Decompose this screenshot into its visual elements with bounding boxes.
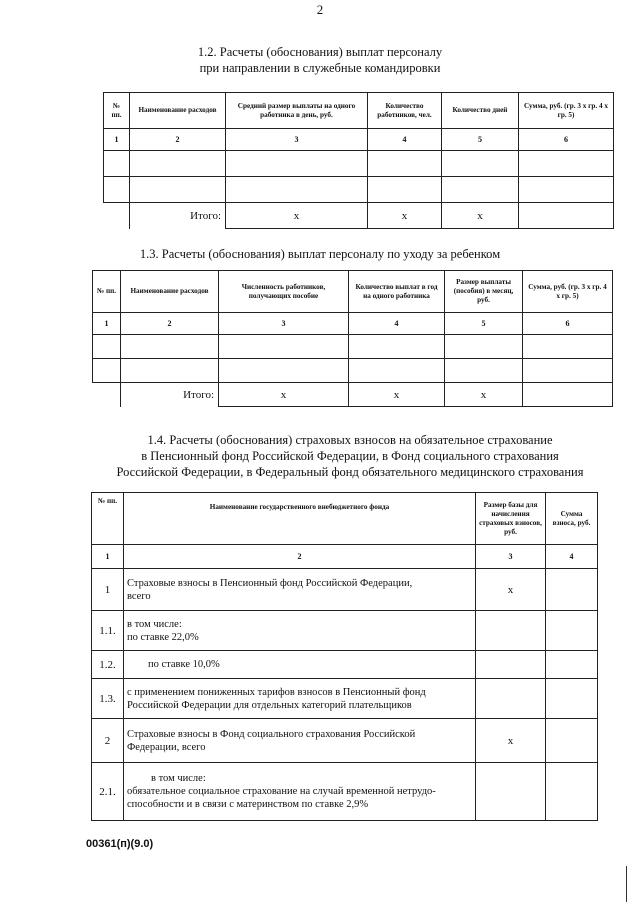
- t14-header-base: Размер базы для начисления страховых взносов, руб.: [476, 493, 546, 545]
- t12-colnum: 1: [104, 129, 130, 151]
- t12-header-npp: № пп.: [104, 93, 130, 129]
- row-text: с применением пониженных тарифов взносов в Пенсионный фонд Российской Федерации для отдельных категорий плательщиков: [124, 679, 476, 719]
- t14-header-fund: Наименование государственного внебюджетного фонда: [124, 493, 476, 545]
- table-row: [92, 763, 598, 821]
- page-number: 2: [316, 2, 324, 17]
- table-row: [93, 359, 613, 383]
- row-text: по ставке 10,0%: [124, 651, 476, 679]
- t12-header-count: Количество работников, чел.: [368, 93, 442, 129]
- t13-colnum: 1: [93, 313, 121, 335]
- row-base-x: x: [476, 719, 546, 763]
- t13-header-name: Наименование расходов: [121, 271, 219, 313]
- t12-total-x: x: [226, 203, 368, 229]
- t12-total-label: Итого:: [130, 203, 226, 229]
- table-1-2-colnum-row: [104, 129, 614, 151]
- table-1-2-header-row: [104, 93, 614, 129]
- t12-total-x: x: [442, 203, 519, 229]
- table-1-4: [91, 492, 598, 821]
- t12-colnum: 3: [226, 129, 368, 151]
- t12-colnum: 6: [519, 129, 614, 151]
- t13-header-headcount: Численность работников, получающих пособие: [219, 271, 349, 313]
- table-row: [93, 335, 613, 359]
- t13-header-sum: Сумма, руб. (гр. 3 х гр. 4 х гр. 5): [523, 271, 613, 313]
- t13-total-x: x: [349, 383, 445, 407]
- row-text: Страховые взносы в Пенсионный фонд Российской Федерации, всего: [124, 569, 476, 611]
- table-1-4-header-row: [92, 493, 598, 545]
- table-row: [92, 569, 598, 611]
- row-number: 2.1.: [92, 763, 124, 821]
- t12-header-avg: Средний размер выплаты на одного работника в день, руб.: [226, 93, 368, 129]
- section-1-4-title-line3: Российской Федерации, в Федеральный фонд обязательного медицинского страхования: [116, 465, 584, 479]
- t13-colnum: 6: [523, 313, 613, 335]
- row-number: 2: [92, 719, 124, 763]
- t12-colnum: 5: [442, 129, 519, 151]
- t13-colnum: 3: [219, 313, 349, 335]
- section-1-2-title-line2: при направлении в служебные командировки: [199, 61, 441, 75]
- table-1-3: [92, 270, 613, 407]
- t13-total-x: x: [219, 383, 349, 407]
- t13-colnum: 5: [445, 313, 523, 335]
- row-base-x: x: [476, 569, 546, 611]
- row-number: 1.3.: [92, 679, 124, 719]
- section-1-2-title-line1: 1.2. Расчеты (обоснования) выплат персоналу: [197, 45, 443, 59]
- t13-total-x: x: [445, 383, 523, 407]
- t13-header-payments: Количество выплат в год на одного работника: [349, 271, 445, 313]
- t13-total-label: Итого:: [121, 383, 219, 407]
- t14-header-npp: № пп.: [92, 493, 124, 545]
- section-1-2-title: [0, 44, 640, 76]
- section-1-4-title-line2: в Пенсионный фонд Российской Федерации, в Фонд социального страхования: [141, 449, 559, 463]
- row-number: 1.1.: [92, 611, 124, 651]
- t12-header-name: Наименование расходов: [130, 93, 226, 129]
- t14-colnum: 1: [92, 545, 124, 569]
- table-row: [92, 679, 598, 719]
- row-text: Страховые взносы в Фонд социального страхования Российской Федерации, всего: [124, 719, 476, 763]
- row-text: в том числе: обязательное социальное страхование на случай временной нетрудо- способности и в связи с материнством по ставке 2,9%: [124, 763, 476, 821]
- row-text: в том числе: по ставке 22,0%: [124, 611, 476, 651]
- table-1-3-total-row: [93, 383, 613, 407]
- table-1-4-colnum-row: [92, 545, 598, 569]
- table-row: [92, 719, 598, 763]
- t12-header-sum: Сумма, руб. (гр. 3 х гр. 4 х гр. 5): [519, 93, 614, 129]
- table-1-2-total-row: [104, 203, 614, 229]
- t14-colnum: 3: [476, 545, 546, 569]
- t13-header-npp: № пп.: [93, 271, 121, 313]
- t14-header-sum: Сумма взноса, руб.: [546, 493, 598, 545]
- t12-total-x: x: [368, 203, 442, 229]
- t12-colnum: 2: [130, 129, 226, 151]
- row-number: 1.2.: [92, 651, 124, 679]
- table-1-3-colnum-row: [93, 313, 613, 335]
- section-1-4-title-line1: 1.4. Расчеты (обоснования) страховых взносов на обязательное страхование: [147, 433, 553, 447]
- table-1-2: [103, 92, 614, 229]
- t14-colnum: 2: [124, 545, 476, 569]
- scan-edge-mark: [626, 866, 627, 902]
- t13-colnum: 2: [121, 313, 219, 335]
- table-row: [92, 651, 598, 679]
- t12-colnum: 4: [368, 129, 442, 151]
- t13-header-amount: Размер выплаты (пособия) в месяц, руб.: [445, 271, 523, 313]
- table-row: [104, 177, 614, 203]
- t12-header-days: Количество дней: [442, 93, 519, 129]
- row-number: 1: [92, 569, 124, 611]
- table-row: [92, 611, 598, 651]
- table-row: [104, 151, 614, 177]
- section-1-4-title: [90, 432, 610, 480]
- t13-colnum: 4: [349, 313, 445, 335]
- section-1-3-title: 1.3. Расчеты (обоснования) выплат персоналу по уходу за ребенком: [139, 247, 501, 261]
- t14-colnum: 4: [546, 545, 598, 569]
- form-code: 00361(п)(9.0): [86, 838, 154, 850]
- table-1-3-header-row: [93, 271, 613, 313]
